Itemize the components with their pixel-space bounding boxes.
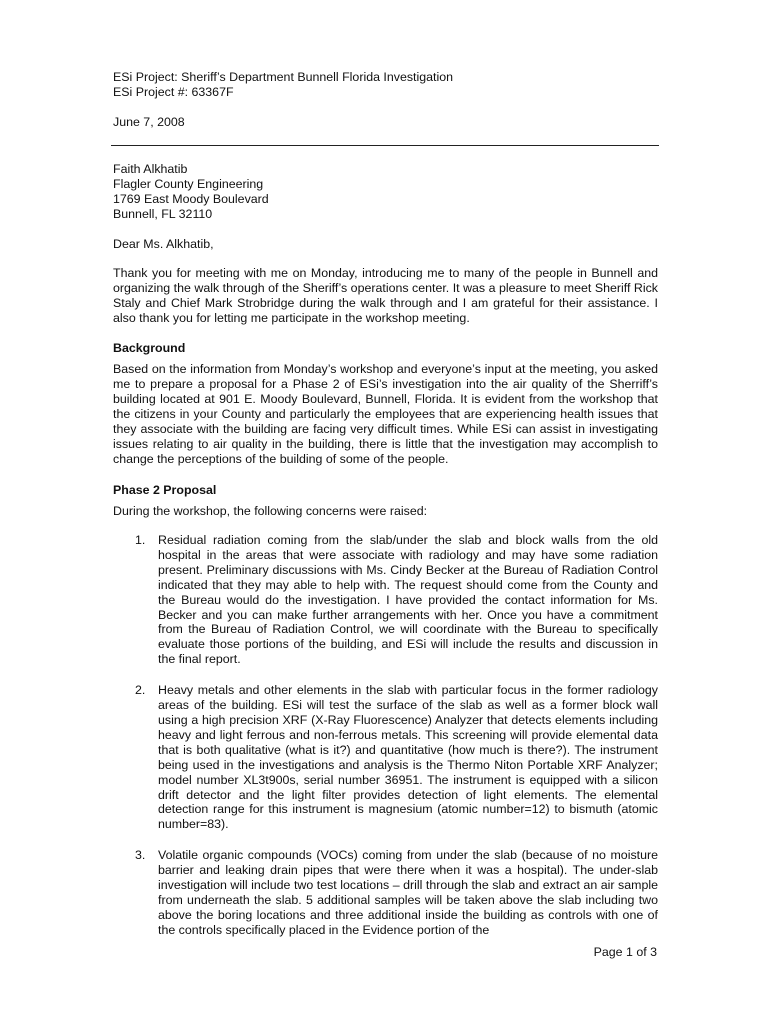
letter-salutation-block xyxy=(113,237,658,252)
page-number: Page 1 of 3 xyxy=(593,945,657,959)
list-item-text: Volatile organic compounds (VOCs) coming from under the slab (because of no moisture barrier and leaking drain pipes that were there when it was a hospital). The under-slab investigation will include two test locations – drill through the slab and extract an air sample from underneath the slab. 5 additional samples will be taken above the slab including two above the boring locations and three additional inside the building as controls with one of the controls specifically placed in the Evidence portion of the xyxy=(158,848,658,937)
phase2-heading: Phase 2 Proposal xyxy=(113,483,217,497)
phase2-lead: During the workshop, the following concerns were raised: xyxy=(113,504,428,518)
project-header xyxy=(113,70,658,130)
letter-date: June 7, 2008 xyxy=(113,115,185,129)
header-divider xyxy=(111,145,659,146)
intro-paragraph: Thank you for meeting with me on Monday, introducing me to many of the people in Bunnell and organizing the walk through of the Sheriff’s operations center. It was a pleasure to meet Sheriff Rick Staly and Chief Mark Strobridge during the walk through and I am grateful for their assistance. I also thank you for letting me participate in the workshop meeting. xyxy=(113,266,658,325)
background-section xyxy=(113,341,658,467)
phase2-section xyxy=(113,483,658,938)
recipient-street: 1769 East Moody Boulevard xyxy=(113,192,269,206)
background-heading: Background xyxy=(113,341,186,355)
list-item xyxy=(113,533,658,667)
recipient-name: Faith Alkhatib xyxy=(113,162,188,176)
salutation: Dear Ms. Alkhatib, xyxy=(113,237,214,251)
list-item-text: Residual radiation coming from the slab/under the slab and block walls from the old hospital in the areas that were associate with radiology and may have some radiation present. Preliminary discussions with Ms. Cindy Becker at the Bureau of Radiation Control indicated that they may able to help with. The request should come from the County and the Bureau would do the investigation. I have provided the contact information for Ms. Becker and you can make further arrangements with her. Once you have a commitment from the Bureau of Radiation Control, we will coordinate with the Bureau to specifically evaluate those portions of the building, and ESi will include the results and discussion in the final report. xyxy=(158,533,658,667)
list-item-number: 3. xyxy=(135,848,146,863)
list-item-text: Heavy metals and other elements in the slab with particular focus in the former radiology areas of the building. ESi will test the surface of the slab as well as a former block wall using a high precision XRF (X-Ray Fluorescence) Analyzer that detects elements including heavy and light ferrous and non-ferrous metals. This screening will provide elemental data that is both qualitative (what is it?) and quantitative (how much is there?). The instrument being used in the investigations and analysis is the Thermo Niton Portable XRF Analyzer; model number XL3t900s, serial number 36951. The instrument is equipped with a silicon drift detector and the light filter provides detection of light elements. The elemental detection range for this instrument is magnesium (atomic number=12) to bismuth (atomic number=83). xyxy=(158,683,658,832)
list-item-number: 1. xyxy=(135,533,146,547)
list-item xyxy=(113,683,658,832)
list-item xyxy=(113,848,658,937)
recipient-organization: Flagler County Engineering xyxy=(113,177,264,191)
project-number: ESi Project #: 63367F xyxy=(113,85,234,99)
background-paragraph: Based on the information from Monday’s workshop and everyone’s input at the meeting, you asked me to prepare a proposal for a Phase 2 of ESi’s investigation into the air quality of the Sherriff’s building located at 901 E. Moody Boulevard, Bunnell, Florida. It is evident from the workshop that the citizens in your County and particularly the employees that are experiencing health issues that they associate with the building are facing very difficult times. While ESi can assist in investigating issues relating to air quality in the building, there is little that the investigation may accomplish to change the perceptions of the building of some of the people. xyxy=(113,362,658,466)
intro-paragraph-block xyxy=(113,266,658,326)
list-item-number: 2. xyxy=(135,683,146,698)
project-title: ESi Project: Sheriff’s Department Bunnell Florida Investigation xyxy=(113,70,453,84)
recipient-city: Bunnell, FL 32110 xyxy=(113,207,213,221)
recipient-address xyxy=(113,162,658,222)
concern-list xyxy=(113,533,658,938)
